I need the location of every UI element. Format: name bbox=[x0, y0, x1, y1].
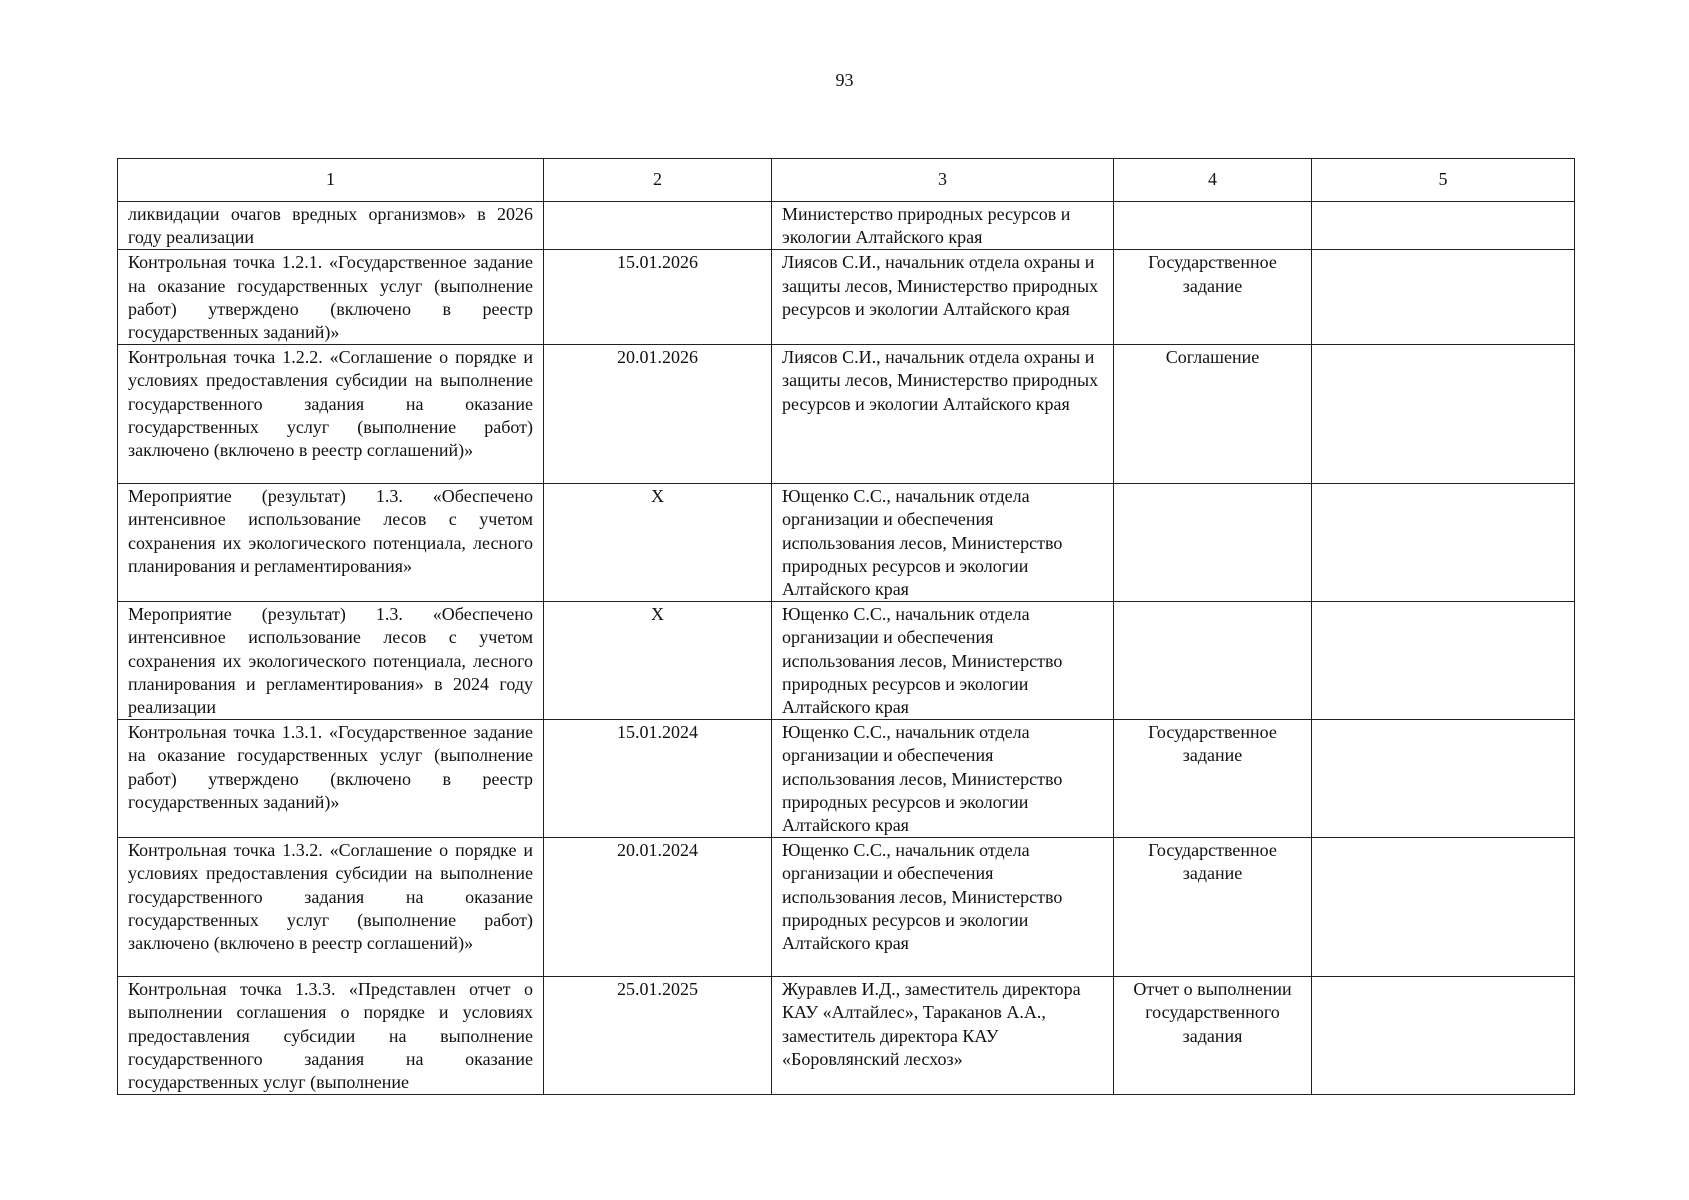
cell-date: 15.01.2024 bbox=[544, 720, 772, 838]
page-number: 93 bbox=[835, 70, 854, 90]
cell-date: 15.01.2026 bbox=[544, 250, 772, 345]
cell-description: ликвидации очагов вредных организмов» в 2026 году реализации bbox=[118, 202, 544, 250]
table-row bbox=[118, 484, 1575, 602]
cell-info-system bbox=[1312, 484, 1575, 602]
cell-responsible: Ющенко С.С., начальник отдела организации и обеспечения использования лесов, Министерство природных ресурсов и экологии Алтайского края bbox=[772, 720, 1114, 838]
cell-date: Х bbox=[544, 602, 772, 720]
cell-description: Контрольная точка 1.3.1. «Государственное задание на оказание государственных услуг (выполнение работ) утверждено (включено в реестр государственных заданий)» bbox=[118, 720, 544, 838]
cell-document-type: Государственное задание bbox=[1114, 250, 1312, 345]
table-header-row bbox=[118, 159, 1575, 202]
cell-responsible: Лиясов С.И., начальник отдела охраны и защиты лесов, Министерство природных ресурсов и экологии Алтайского края bbox=[772, 345, 1114, 484]
cell-description: Контрольная точка 1.2.1. «Государственное задание на оказание государственных услуг (выполнение работ) утверждено (включено в реестр государственных заданий)» bbox=[118, 250, 544, 345]
column-header-5: 5 bbox=[1312, 159, 1575, 202]
cell-info-system bbox=[1312, 250, 1575, 345]
cell-document-type: Соглашение bbox=[1114, 345, 1312, 484]
cell-responsible: Ющенко С.С., начальник отдела организации и обеспечения использования лесов, Министерство природных ресурсов и экологии Алтайского края bbox=[772, 484, 1114, 602]
table-row bbox=[118, 838, 1575, 977]
cell-description: Контрольная точка 1.2.2. «Соглашение о порядке и условиях предоставления субсидии на выполнение государственного задания на оказание государственных услуг (выполнение работ) заключено (включено в реестр соглашений)» bbox=[118, 345, 544, 484]
cell-document-type bbox=[1114, 484, 1312, 602]
cell-responsible: Министерство природных ресурсов и экологии Алтайского края bbox=[772, 202, 1114, 250]
cell-info-system bbox=[1312, 977, 1575, 1095]
cell-date: 20.01.2026 bbox=[544, 345, 772, 484]
cell-document-type bbox=[1114, 602, 1312, 720]
column-header-2: 2 bbox=[544, 159, 772, 202]
cell-description: Контрольная точка 1.3.3. «Представлен отчет о выполнении соглашения о порядке и условиях предоставления субсидии на выполнение государственного задания на оказание государственных услуг (выполнение bbox=[118, 977, 544, 1095]
column-header-4: 4 bbox=[1114, 159, 1312, 202]
cell-date: Х bbox=[544, 484, 772, 602]
cell-responsible: Ющенко С.С., начальник отдела организации и обеспечения использования лесов, Министерство природных ресурсов и экологии Алтайского края bbox=[772, 602, 1114, 720]
data-table bbox=[117, 158, 1575, 1095]
cell-description: Контрольная точка 1.3.2. «Соглашение о порядке и условиях предоставления субсидии на выполнение государственного задания на оказание государственных услуг (выполнение работ) заключено (включено в реестр соглашений)» bbox=[118, 838, 544, 977]
cell-document-type bbox=[1114, 202, 1312, 250]
table-row bbox=[118, 720, 1575, 838]
cell-description: Мероприятие (результат) 1.3. «Обеспечено интенсивное использование лесов с учетом сохранения их экологического потенциала, лесного планирования и регламентирования» в 2024 году реализации bbox=[118, 602, 544, 720]
cell-date: 25.01.2025 bbox=[544, 977, 772, 1095]
cell-document-type: Государственное задание bbox=[1114, 838, 1312, 977]
cell-info-system bbox=[1312, 345, 1575, 484]
cell-responsible: Журавлев И.Д., заместитель директора КАУ «Алтайлес», Тараканов А.А., заместитель директора КАУ «Боровлянский лесхоз» bbox=[772, 977, 1114, 1095]
column-header-3: 3 bbox=[772, 159, 1114, 202]
cell-document-type: Государственное задание bbox=[1114, 720, 1312, 838]
table-row bbox=[118, 250, 1575, 345]
table-row bbox=[118, 345, 1575, 484]
cell-info-system bbox=[1312, 720, 1575, 838]
cell-date: 20.01.2024 bbox=[544, 838, 772, 977]
cell-description: Мероприятие (результат) 1.3. «Обеспечено интенсивное использование лесов с учетом сохранения их экологического потенциала, лесного планирования и регламентирования» bbox=[118, 484, 544, 602]
cell-info-system bbox=[1312, 838, 1575, 977]
table-row bbox=[118, 602, 1575, 720]
cell-info-system bbox=[1312, 602, 1575, 720]
cell-date bbox=[544, 202, 772, 250]
table-row bbox=[118, 202, 1575, 250]
cell-document-type: Отчет о выполнении государственного задания bbox=[1114, 977, 1312, 1095]
table-row bbox=[118, 977, 1575, 1095]
column-header-1: 1 bbox=[118, 159, 544, 202]
cell-responsible: Ющенко С.С., начальник отдела организации и обеспечения использования лесов, Министерство природных ресурсов и экологии Алтайского края bbox=[772, 838, 1114, 977]
cell-info-system bbox=[1312, 202, 1575, 250]
cell-responsible: Лиясов С.И., начальник отдела охраны и защиты лесов, Министерство природных ресурсов и экологии Алтайского края bbox=[772, 250, 1114, 345]
